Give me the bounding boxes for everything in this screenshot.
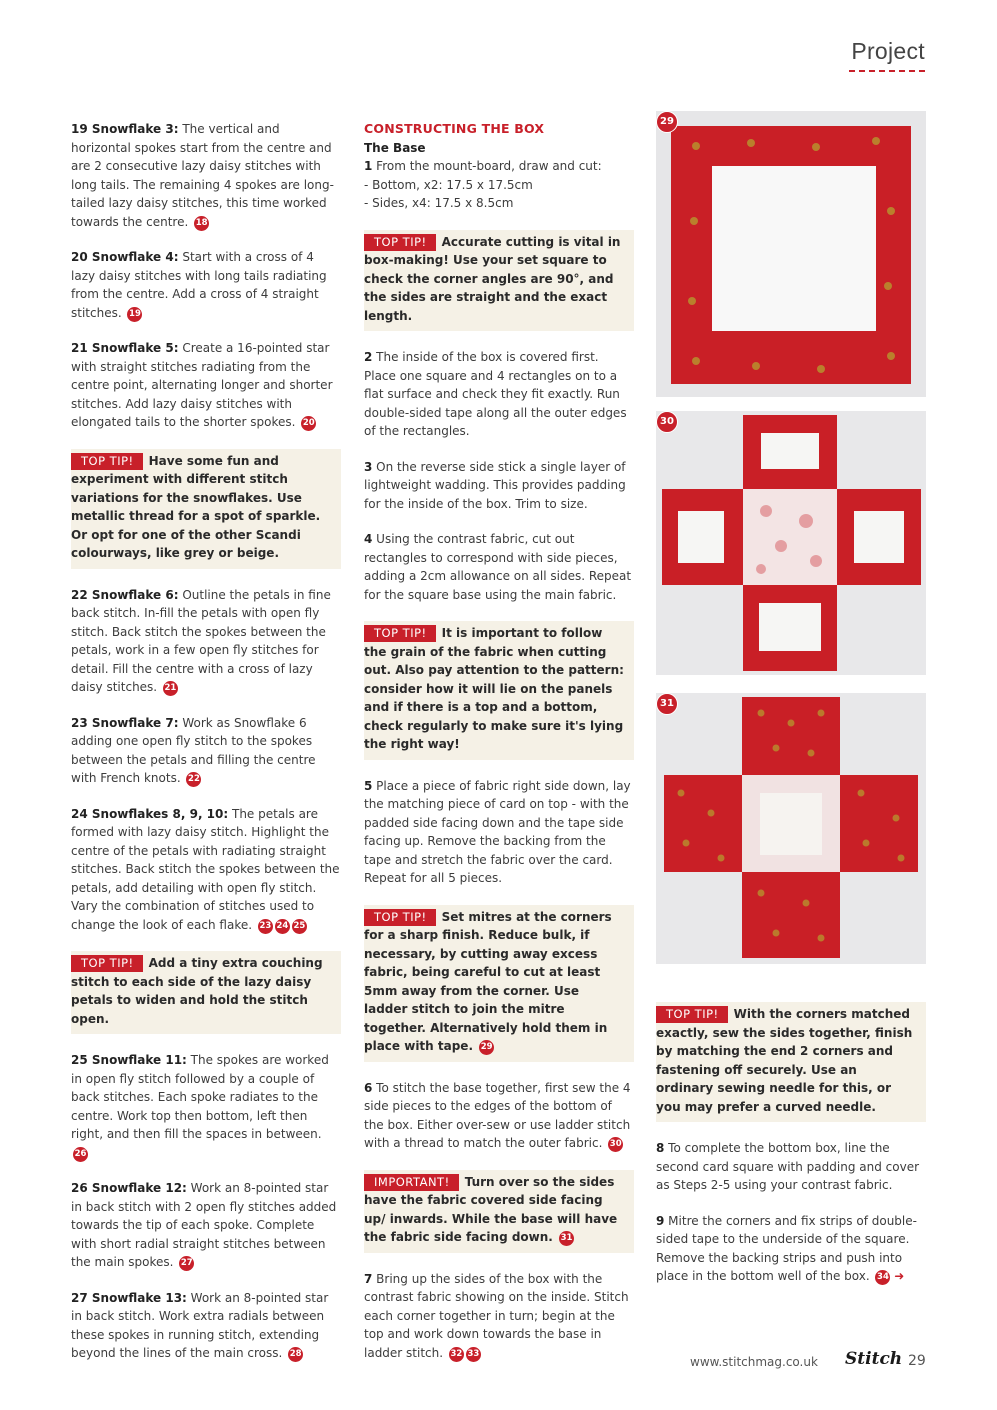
column-middle	[364, 120, 634, 1379]
photo-ref-badge: 19	[127, 307, 142, 322]
step-20: 20 Snowflake 4: Start with a cross of 4 lazy daisy stitches with long tails radiating from the centre. Add a cross of 4 straight stitches. 19	[71, 250, 327, 320]
photo-number-badge: 29	[656, 111, 678, 133]
photo-ref-badge: 34	[875, 1270, 890, 1285]
step-2: 2 The inside of the box is covered first. Place one square and 4 rectangles on to a flat surface and check they fit exactly. Run double-sided tape along all the outer edges of the rectangles.	[364, 350, 627, 438]
mitred-square-illustration	[656, 111, 926, 397]
photo-ref-badge: 27	[179, 1256, 194, 1271]
step-9: 9 Mitre the corners and fix strips of double-sided tape to the underside of the square. Remove the backing strips and push into place in the bottom well of the box. 34 ➜	[656, 1213, 917, 1283]
photo-ref-badge: 25	[292, 919, 307, 934]
top-tip-label: TOP TIP!	[71, 955, 143, 972]
top-tip-text: Add a tiny extra couching stitch to each side of the lazy daisy petals to widen and hold the stitch open.	[71, 956, 323, 1026]
photo-ref-badge: 26	[73, 1147, 88, 1162]
photo-ref-badge: 31	[559, 1231, 574, 1246]
step-27: 27 Snowflake 13: Work an 8-pointed star in back stitch. Work extra radials between these spokes in running stitch, extending beyond the lines of the main cross. 28	[71, 1290, 329, 1360]
top-tip-label: TOP TIP!	[71, 453, 143, 470]
photo-ref-badge: 30	[608, 1137, 623, 1152]
important-text: Turn over so the sides have the fabric covered side facing up/ inwards. While the base will have the fabric side facing down.	[364, 1174, 618, 1244]
step-26: 26 Snowflake 12: Work an 8-pointed star in back stitch with 2 open fly stitches added towards the tip of each spoke. Complete with short radial straight stitches between the main spokes. 27	[71, 1181, 337, 1269]
photo-ref-badge: 33	[466, 1347, 481, 1362]
photo-ref-badge: 20	[301, 416, 316, 431]
cross-layout-illustration	[656, 411, 926, 675]
step-4: 4 Using the contrast fabric, cut out rectangles to correspond with side pieces, adding a 2cm allowance on all sides. Repeat for the square base using the main fabric.	[364, 532, 632, 602]
top-tip-label: TOP TIP!	[656, 1006, 728, 1023]
step-8: 8 To complete the bottom box, line the second card square with padding and cover as Steps 2-5 using your contrast fabric.	[656, 1141, 920, 1192]
important-box	[364, 1170, 634, 1253]
step-7: 7 Bring up the sides of the box with the contrast fabric showing on the inside. Stitch each corner together in turn; begin at the top and work down towards the base in ladder stitch. 32 33	[364, 1271, 629, 1360]
step-23: 23 Snowflake 7: Work as Snowflake 6 adding one open fly stitch to the spokes between the petals and filling the centre with French knots. 22	[71, 715, 316, 785]
step-24: 24 Snowflakes 8, 9, 10: The petals are formed with lazy daisy stitch. Highlight the centre of the petals with radiating straight stitches. Back stitch the spokes between the petals, add detailing with open fly stitch. Vary the combination of stitches used to change the look of each flake. 23 24 25	[71, 806, 340, 932]
step-25: 25 Snowflake 11: The spokes are worked in open fly stitch followed by a couple of back stitches. Each spoke radiates to the centre. Work top then bottom, left then right, and then fill the spaces in between. 26	[71, 1051, 341, 1162]
column-right	[656, 1002, 926, 1303]
column-left	[71, 120, 341, 1380]
top-tip-box	[656, 1002, 926, 1122]
step-22: 22 Snowflake 6: Outline the petals in fine back stitch. In-fill the petals with open fly stitch. Back stitch the spokes between the petals, work in a few open fly stitches for detail. Fill the centre with a cross of lazy daisy stitches. 21	[71, 587, 331, 694]
top-tip-text: Accurate cutting is vital in box-making! Use your set square to check the corner angles are 90°, and the sides are straight and the exact length.	[364, 234, 621, 323]
photo-ref-badge: 29	[479, 1040, 494, 1055]
covered-cross-illustration	[656, 693, 926, 964]
photo-ref-badge: 21	[163, 681, 178, 696]
top-tip-box	[71, 951, 341, 1034]
photo-ref-badge: 23	[258, 919, 273, 934]
step-21: 21 Snowflake 5: Create a 16-pointed star with straight stitches radiating from the centre point, alternating longer and shorter stitches. Add lazy daisy stitches with elongated tails to the shorter spokes. 20	[71, 341, 333, 429]
top-tip-box	[364, 230, 634, 332]
step-5: 5 Place a piece of fabric right side down, lay the matching piece of card on top - with the padded side facing down and the tape side facing up. Remove the backing from the tape and stretch the fabric over the card. Repeat for all 5 pieces.	[364, 778, 631, 885]
photo-ref-badge: 32	[449, 1347, 464, 1362]
photo-number-badge: 30	[656, 411, 678, 433]
section-title: Project	[851, 38, 925, 64]
photo-30-cross-layout	[656, 411, 926, 675]
continue-arrow-icon: ➜	[894, 1269, 905, 1283]
step-19: 19 Snowflake 3: The vertical and horizontal spokes start from the centre and are 2 consecutive lazy daisy stitches with long tails. The remaining 4 spokes are long-tailed lazy daisy stitches, this time worked towards the centre. 18	[71, 122, 334, 229]
sub-heading: The Base	[364, 140, 426, 155]
step-1: 1 From the mount-board, draw and cut: - Bottom, x2: 17.5 x 17.5cm - Sides, x4: 17.5 x 8.5cm	[364, 159, 602, 210]
step-3: 3 On the reverse side stick a single layer of lightweight wadding. This provides padding for the inside of the box. Trim to size.	[364, 459, 626, 511]
top-tip-label: TOP TIP!	[364, 234, 436, 251]
step-6: 6 To stitch the base together, first sew the 4 side pieces to the edges of the bottom of the box. Either over-sew or use ladder stitch with a thread to match the outer fabric. 30	[364, 1080, 631, 1150]
top-tip-box	[364, 905, 634, 1062]
footer-brand-logo: Stitch	[845, 1349, 903, 1369]
top-tip-label: TOP TIP!	[364, 625, 436, 642]
important-label: IMPORTANT!	[364, 1174, 459, 1191]
top-tip-box	[71, 449, 341, 569]
photo-number-badge: 31	[656, 693, 678, 715]
photo-ref-badge: 18	[194, 216, 209, 231]
photo-31-covered-cross	[656, 693, 926, 964]
top-tip-label: TOP TIP!	[364, 909, 436, 926]
footer-url: www.stitchmag.co.uk	[690, 1355, 818, 1369]
section-heading: CONSTRUCTING THE BOX	[364, 121, 545, 136]
top-tip-text: It is important to follow the grain of the fabric when cutting out. Also pay attention to the pattern: consider how it will lie on the panels and if there is a top and a bottom, check regularly to make sure it's lying the right way!	[364, 626, 624, 751]
photo-29-mitred-square	[656, 111, 926, 397]
photo-ref-badge: 28	[288, 1347, 303, 1362]
top-tip-text: Have some fun and experiment with different stitch variations for the snowflakes. Use metallic thread for a spot of sparkle. Or opt for one of the other Scandi colourways, like grey or beige.	[71, 453, 321, 560]
photo-ref-badge: 22	[186, 772, 201, 787]
top-tip-text: With the corners matched exactly, sew the sides together, finish by matching the end 2 corners and fastening off securely. Use an ordinary sewing needle for this, or you may prefer a curved needle.	[656, 1007, 913, 1114]
page-number: 29	[908, 1353, 926, 1369]
top-tip-text: Set mitres at the corners for a sharp finish. Reduce bulk, if necessary, by cutting away excess fabric, being careful to cut at least 5mm away from the corner. Use ladder stitch to join the mitre together. Alternatively hold them in place with tape.	[364, 909, 612, 1053]
photo-ref-badge: 24	[275, 919, 290, 934]
top-tip-box	[364, 621, 634, 760]
section-title-rule	[849, 70, 925, 72]
